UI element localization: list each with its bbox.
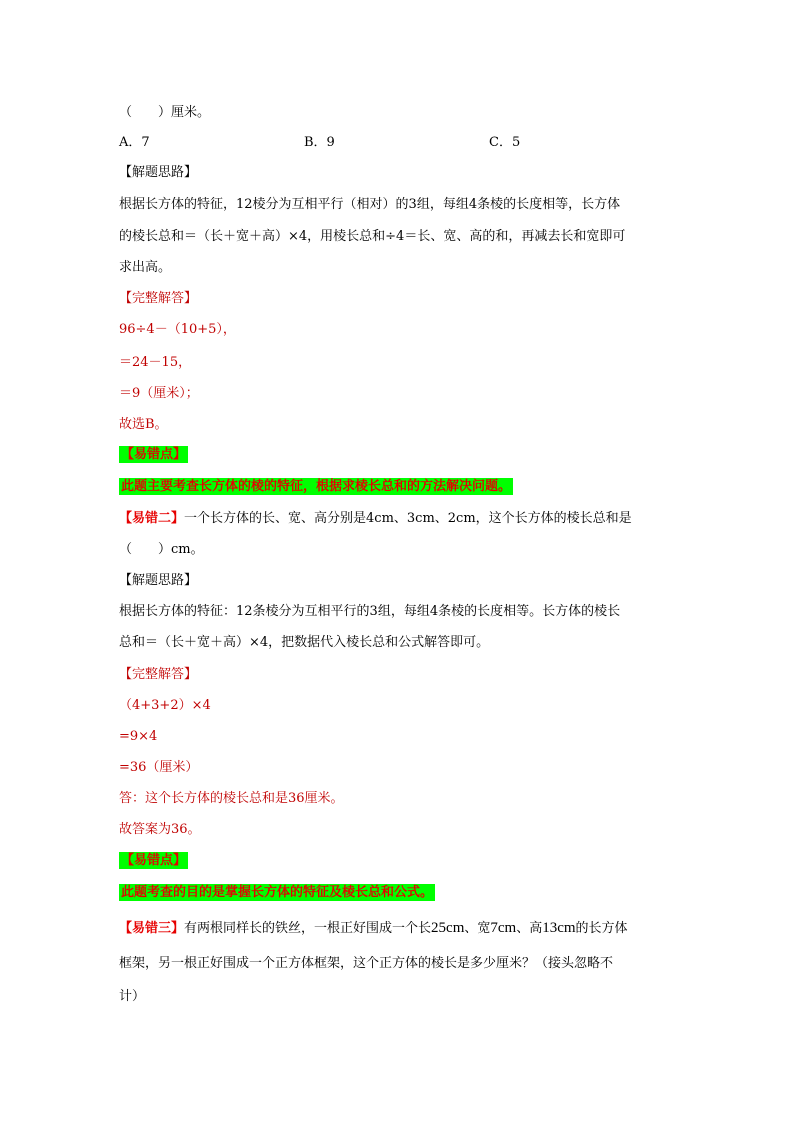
q2-question <box>119 510 632 528</box>
choice-c: C．5 <box>489 135 521 150</box>
q2-thinking-line-2: 总和＝（长＋宽＋高）×4，把数据代入棱长总和公式解答即可。 <box>119 635 490 650</box>
q2-answer-label: 【完整解答】 <box>119 667 198 682</box>
q1-thinking-line-2: 的棱长总和＝（长＋宽＋高）×4，用棱长总和÷4＝长、宽、高的和，再减去长和宽即可 <box>119 229 626 244</box>
q1-error-text: 此题主要考查长方体的棱的特征，根据求棱长总和的方法解决问题。 <box>121 479 512 494</box>
q2-thinking-label: 【解题思路】 <box>119 573 198 588</box>
q3-tag: 【易错三】 <box>119 921 185 936</box>
q1-thinking-line-3: 求出高。 <box>119 260 172 275</box>
q2-question-text: 一个长方体的长、宽、高分别是4cm、3cm、2cm，这个长方体的棱长总和是 <box>184 511 632 526</box>
q3-height: 13cm <box>542 920 576 936</box>
q3-text-b: 、宽 <box>464 921 491 936</box>
q2-answer-line-4: 答：这个长方体的棱长总和是36厘米。 <box>119 791 344 806</box>
q1-answer-line-3: ＝9（厘米）； <box>119 386 199 401</box>
q3-width: 7cm <box>490 920 517 936</box>
q1-answer-line-4: 故选B。 <box>119 417 168 432</box>
q3-text-c: 、高 <box>516 921 543 936</box>
q1-answer-line-1: 96÷4－（10+5）， <box>119 322 236 337</box>
q1-continuation: （ ）厘米。 <box>119 105 211 120</box>
q3-question-line-1 <box>119 919 628 938</box>
q2-answer-line-5: 故答案为36。 <box>119 822 201 837</box>
q3-question-line-3: 计） <box>119 989 146 1004</box>
q2-answer-line-1: （4+3+2）×4 <box>119 698 211 713</box>
q1-thinking-line-1: 根据长方体的特征，12棱分为互相平行（相对）的3组，每组4条棱的长度相等，长方体 <box>119 197 621 212</box>
q2-thinking-line-1: 根据长方体的特征：12条棱分为互相平行的3组，每组4条棱的长度相等。长方体的棱长 <box>119 604 621 619</box>
q2-answer-line-3: =36（厘米） <box>119 760 199 775</box>
q3-question-line-2: 框架，另一根正好围成一个正方体框架，这个正方体的棱长是多少厘米？（接头忽略不 <box>119 956 614 971</box>
q3-text-a: 有两根同样长的铁丝，一根正好围成一个长 <box>184 921 432 936</box>
choice-a: A．7 <box>119 135 150 150</box>
choice-b: B．9 <box>304 135 335 150</box>
q2-tag: 【易错二】 <box>119 511 185 526</box>
q3-length: 25cm <box>431 920 465 936</box>
q1-answer-label: 【完整解答】 <box>119 291 198 306</box>
q2-error-text: 此题考查的目的是掌握长方体的特征及棱长总和公式。 <box>121 885 434 900</box>
q1-error-label: 【易错点】 <box>121 447 187 462</box>
q2-error-label: 【易错点】 <box>121 853 187 868</box>
q2-question-cont: （ ）cm。 <box>119 542 204 557</box>
q1-thinking-label: 【解题思路】 <box>119 165 198 180</box>
q3-text-d: 的长方体 <box>575 921 628 936</box>
q2-answer-line-2: =9×4 <box>119 729 158 744</box>
q1-answer-line-2: ＝24－15， <box>119 355 192 370</box>
